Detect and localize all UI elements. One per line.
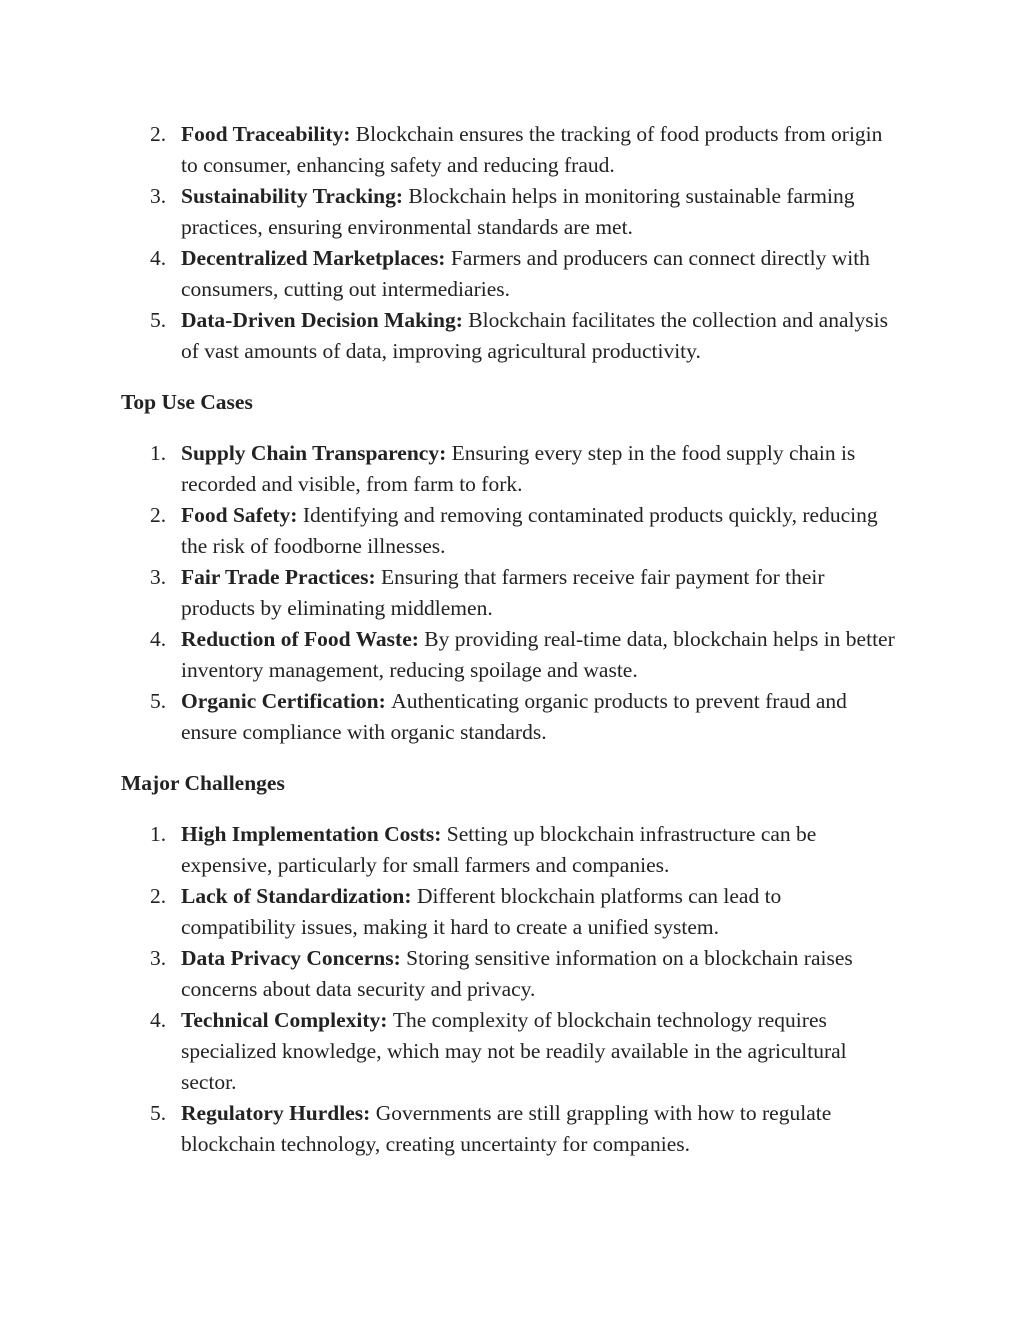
- list-number: 4.: [150, 1008, 167, 1032]
- list-description: Blockchain facilitates the collection and analysis of vast amounts of data, improving agricultural productivity.: [181, 308, 888, 363]
- list-number: 3.: [150, 946, 167, 970]
- list-term: Sustainability Tracking:: [181, 184, 409, 208]
- list-term: Regulatory Hurdles:: [181, 1101, 376, 1125]
- list-item: [0, 1098, 901, 1160]
- list-item: [0, 819, 901, 881]
- section-heading-use-cases: Top Use Cases: [121, 390, 253, 414]
- list-item: [0, 500, 901, 562]
- section-heading-challenges: Major Challenges: [121, 771, 285, 795]
- list-number: 4.: [150, 246, 167, 270]
- list-description: Different blockchain platforms can lead to compatibility issues, making it hard to create a unified system.: [181, 884, 782, 939]
- list-number: 4.: [150, 627, 167, 651]
- list-description: Farmers and producers can connect directly with consumers, cutting out intermediaries.: [181, 246, 870, 301]
- list-number: 5.: [150, 1101, 167, 1125]
- list-description: Ensuring that farmers receive fair payment for their products by eliminating middlemen.: [181, 565, 825, 620]
- list-term: Food Safety:: [181, 503, 303, 527]
- list-number: 3.: [150, 184, 167, 208]
- list-item: [0, 119, 901, 181]
- list-term: Organic Certification:: [181, 689, 392, 713]
- use-cases-list: [0, 438, 1024, 748]
- list-number: 1.: [150, 441, 167, 465]
- list-description: Blockchain helps in monitoring sustainable farming practices, ensuring environmental standards are met.: [181, 184, 855, 239]
- list-number: 3.: [150, 565, 167, 589]
- list-term: Lack of Standardization:: [181, 884, 417, 908]
- list-item: [0, 1005, 901, 1098]
- list-term: Fair Trade Practices:: [181, 565, 381, 589]
- list-number: 2.: [150, 884, 167, 908]
- list-description: Storing sensitive information on a blockchain raises concerns about data security and privacy.: [181, 946, 853, 1001]
- list-item: [0, 438, 901, 500]
- list-term: Food Traceability:: [181, 122, 356, 146]
- list-item: [0, 943, 901, 1005]
- list-number: 2.: [150, 503, 167, 527]
- list-description: Identifying and removing contaminated products quickly, reducing the risk of foodborne illnesses.: [181, 503, 878, 558]
- benefits-list: [0, 119, 1024, 367]
- list-term: Reduction of Food Waste:: [181, 627, 425, 651]
- list-description: Setting up blockchain infrastructure can be expensive, particularly for small farmers and companies.: [181, 822, 817, 877]
- list-number: 5.: [150, 689, 167, 713]
- list-item: [0, 243, 901, 305]
- list-number: 2.: [150, 122, 167, 146]
- list-term: Technical Complexity:: [181, 1008, 393, 1032]
- list-term: Supply Chain Transparency:: [181, 441, 452, 465]
- list-description: Governments are still grappling with how to regulate blockchain technology, creating uncertainty for companies.: [181, 1101, 832, 1156]
- challenges-list: [0, 819, 1024, 1160]
- list-description: Authenticating organic products to prevent fraud and ensure compliance with organic standards.: [181, 689, 847, 744]
- list-term: High Implementation Costs:: [181, 822, 447, 846]
- list-description: By providing real-time data, blockchain helps in better inventory management, reducing spoilage and waste.: [181, 627, 895, 682]
- list-number: 5.: [150, 308, 167, 332]
- list-description: Ensuring every step in the food supply chain is recorded and visible, from farm to fork.: [181, 441, 856, 496]
- list-item: [0, 624, 901, 686]
- list-item: [0, 305, 901, 367]
- list-term: Data-Driven Decision Making:: [181, 308, 469, 332]
- list-description: Blockchain ensures the tracking of food products from origin to consumer, enhancing safety and reducing fraud.: [181, 122, 883, 177]
- list-item: [0, 686, 901, 748]
- list-item: [0, 562, 901, 624]
- list-term: Decentralized Marketplaces:: [181, 246, 451, 270]
- list-number: 1.: [150, 822, 167, 846]
- list-term: Data Privacy Concerns:: [181, 946, 407, 970]
- list-description: The complexity of blockchain technology requires specialized knowledge, which may not be readily available in the agricultural sector.: [181, 1008, 847, 1094]
- list-item: [0, 881, 901, 943]
- list-item: [0, 181, 901, 243]
